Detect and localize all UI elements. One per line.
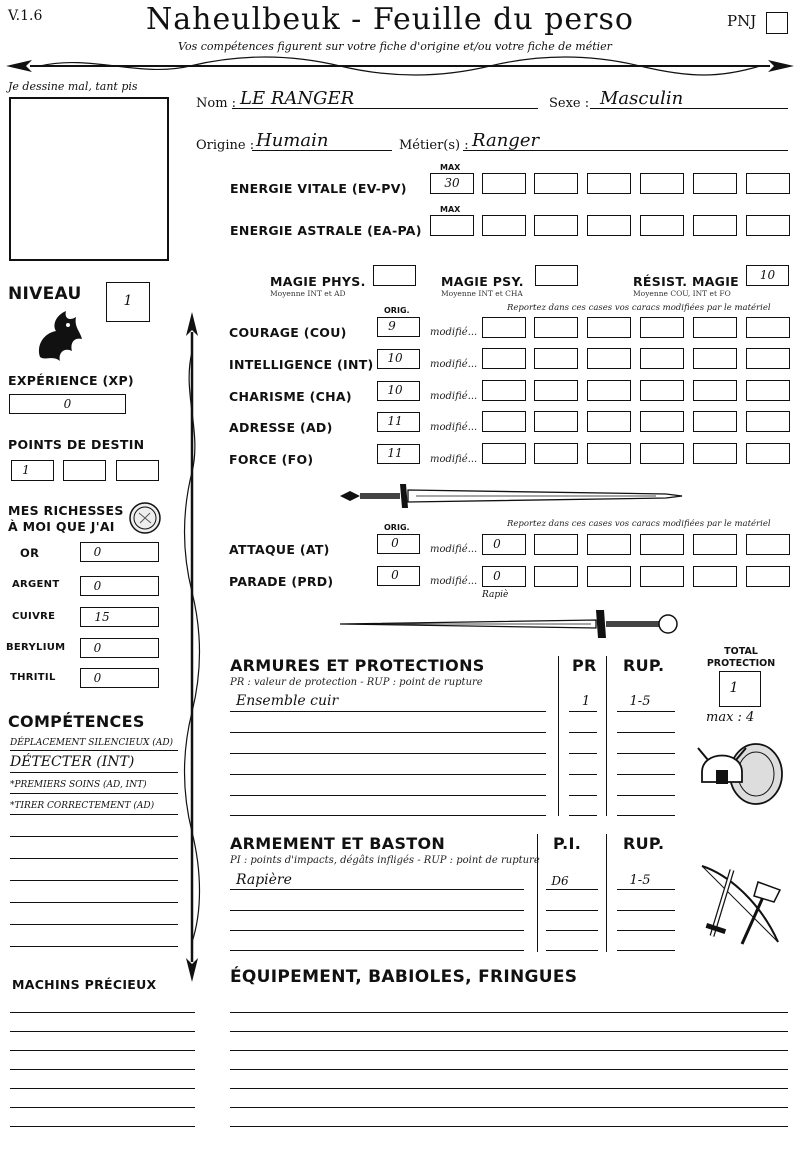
niveau-label: NIVEAU [8, 284, 82, 304]
stat-fo-mod-box[interactable] [746, 443, 790, 464]
resist-magie-label: RÉSIST. MAGIE [633, 274, 740, 289]
metier-label: Métier(s) : [399, 138, 469, 153]
stat-cou-mod-box[interactable] [587, 317, 631, 338]
stat-cou-mod-box[interactable] [640, 317, 684, 338]
argent-value: 0 [93, 579, 102, 593]
berylium-value: 0 [93, 641, 102, 655]
stat-cha-label: CHARISME (CHA) [229, 389, 352, 404]
parade-label: PARADE (PRD) [229, 574, 334, 589]
arme-row-name: Rapière [236, 872, 292, 888]
stat-ad-mod-box[interactable] [482, 411, 526, 432]
attaque-modified: modifié... [430, 544, 478, 555]
ea-box[interactable] [482, 215, 526, 236]
crossed-weapons-icon [692, 856, 788, 952]
stat-fo-mod-box[interactable] [534, 443, 578, 464]
machins-line[interactable] [10, 1088, 195, 1089]
arme-row-pi: D6 [551, 874, 569, 888]
armement-title: ARMEMENT ET BASTON [230, 834, 446, 853]
arme-line[interactable] [617, 950, 675, 951]
stat-int-mod-box[interactable] [482, 348, 526, 369]
armure-line[interactable] [617, 795, 675, 796]
stat-fo-label: FORCE (FO) [229, 452, 314, 467]
magie-phys-note: Moyenne INT et AD [270, 289, 346, 298]
machins-line[interactable] [10, 1126, 195, 1127]
magie-phys-label: MAGIE PHYS. [270, 274, 366, 289]
arme-line[interactable] [230, 930, 524, 931]
competence-line[interactable] [10, 880, 178, 881]
destin-value: 1 [22, 463, 30, 477]
armure-row-rup: 1-5 [629, 694, 651, 709]
sword-divider-icon [336, 606, 682, 642]
attaque-mod-box[interactable] [693, 534, 737, 555]
arme-line[interactable] [230, 950, 524, 951]
stat-fo-value: 11 [387, 446, 403, 460]
sheet-title: Naheulbeuk - Feuille du perso [146, 2, 634, 37]
argent-label: ARGENT [12, 579, 60, 590]
arme-line[interactable] [546, 930, 598, 931]
sheet-subtitle: Vos compétences figurent sur votre fiche d'origine et/ou votre fiche de métier [178, 40, 612, 53]
competence-item: *PREMIERS SOINS (AD, INT) [10, 780, 147, 790]
stat-int-mod-box[interactable] [587, 348, 631, 369]
total-protection-max: max : 4 [706, 710, 755, 725]
coin-icon [128, 501, 162, 535]
arme-line[interactable] [617, 930, 675, 931]
machins-line[interactable] [10, 1031, 195, 1032]
armure-line[interactable] [230, 711, 546, 712]
arme-line[interactable] [617, 910, 675, 911]
or-label: OR [20, 546, 40, 560]
stat-int-mod-box[interactable] [693, 348, 737, 369]
magie-psy-box[interactable] [535, 265, 578, 286]
thritil-label: THRITIL [10, 672, 56, 683]
richesses-label-line2: À MOI QUE J'AI [8, 519, 115, 534]
attaque-label: ATTAQUE (AT) [229, 542, 330, 557]
pnj-checkbox[interactable] [766, 12, 788, 34]
stats-orig-label: ORIG. [384, 306, 410, 315]
armure-line[interactable] [230, 732, 546, 733]
ev-box[interactable] [746, 173, 790, 194]
stat-ad-value: 11 [387, 414, 403, 428]
stat-fo-mod-box[interactable] [693, 443, 737, 464]
stat-fo-mod-box[interactable] [640, 443, 684, 464]
combat-orig-label: ORIG. [384, 523, 410, 532]
armure-line[interactable] [569, 732, 597, 733]
machins-line[interactable] [10, 1107, 195, 1108]
ev-box[interactable] [587, 173, 631, 194]
armures-subtitle: PR : valeur de protection - RUP : point de rupture [230, 677, 483, 688]
origine-value: Humain [256, 130, 329, 151]
machins-title: MACHINS PRÉCIEUX [12, 977, 157, 992]
armure-line[interactable] [617, 732, 675, 733]
stat-cou-mod-box[interactable] [534, 317, 578, 338]
stat-ad-mod-box[interactable] [534, 411, 578, 432]
stat-int-mod-box[interactable] [746, 348, 790, 369]
stat-int-modified: modifié... [430, 359, 478, 370]
competence-line[interactable] [10, 924, 178, 925]
ev-box[interactable] [693, 173, 737, 194]
armure-row-pr: 1 [581, 694, 591, 709]
ea-max-label: MAX [440, 205, 461, 214]
stat-fo-mod-box[interactable] [587, 443, 631, 464]
stat-ad-label: ADRESSE (AD) [229, 420, 333, 435]
stat-ad-mod-box[interactable] [640, 411, 684, 432]
destin-label: POINTS DE DESTIN [8, 437, 145, 452]
stat-cha-mod-box[interactable] [587, 380, 631, 401]
niveau-value: 1 [123, 293, 133, 309]
resist-magie-value: 10 [759, 268, 776, 282]
header-spear-ornament [0, 52, 800, 78]
ev-box[interactable] [534, 173, 578, 194]
stat-cha-mod-box[interactable] [746, 380, 790, 401]
armures-pr-header: PR [572, 656, 597, 675]
armement-pi-header: P.I. [553, 834, 582, 853]
armure-line[interactable] [569, 774, 597, 775]
stat-cou-modified: modifié... [430, 327, 478, 338]
ev-box[interactable] [640, 173, 684, 194]
stat-cou-value: 9 [388, 319, 396, 333]
helmet-shield-icon [694, 726, 786, 810]
stat-int-value: 10 [387, 351, 403, 365]
version-label: V.1.6 [8, 8, 43, 24]
cuivre-value: 15 [94, 610, 110, 624]
magie-psy-label: MAGIE PSY. [441, 274, 524, 289]
ev-max-value: 30 [444, 176, 460, 190]
stat-ad-modified: modifié... [430, 422, 478, 433]
armures-col-divider [606, 656, 607, 816]
destin-box[interactable] [116, 460, 159, 481]
equipement-line[interactable] [230, 1012, 788, 1013]
equipement-line[interactable] [230, 1031, 788, 1032]
arme-line[interactable] [546, 950, 598, 951]
armement-subtitle: PI : points d'impacts, dégâts infligés - RUP : point de rupture [230, 855, 540, 866]
competence-line[interactable] [10, 750, 178, 751]
equipement-line[interactable] [230, 1088, 788, 1089]
competence-line[interactable] [10, 946, 178, 947]
attaque-value: 0 [391, 536, 399, 550]
origine-label: Origine : [196, 138, 255, 153]
resist-magie-note: Moyenne COU, INT et FO [633, 289, 731, 298]
armure-row-name: Ensemble cuir [236, 693, 339, 709]
stat-cou-mod-box[interactable] [693, 317, 737, 338]
total-protection-label: PROTECTION [706, 658, 776, 669]
machins-line[interactable] [10, 1012, 195, 1013]
richesses-label-line1: MES RICHESSES [8, 503, 124, 518]
total-protection-value: 1 [729, 680, 739, 696]
stat-cha-modified: modifié... [430, 391, 478, 402]
nom-label: Nom : [196, 96, 237, 111]
ea-label: ENERGIE ASTRALE (EA-PA) [230, 223, 422, 238]
parade-mod-box[interactable] [587, 566, 631, 587]
arme-line[interactable] [230, 910, 524, 911]
equipement-title: ÉQUIPEMENT, BABIOLES, FRINGUES [230, 967, 578, 987]
machins-line[interactable] [10, 1069, 195, 1070]
magie-phys-box[interactable] [373, 265, 416, 286]
stat-cou-label: COURAGE (COU) [229, 325, 347, 340]
parade-mod-box[interactable] [746, 566, 790, 587]
armement-col-divider [537, 834, 538, 952]
competence-item: DÉPLACEMENT SILENCIEUX (AD) [10, 738, 174, 748]
machins-line[interactable] [10, 1050, 195, 1051]
arme-line[interactable] [230, 889, 524, 890]
armure-line[interactable] [569, 711, 597, 712]
pnj-label: PNJ [727, 12, 757, 30]
metier-value: Ranger [472, 130, 540, 151]
armure-line[interactable] [617, 711, 675, 712]
destin-box[interactable] [63, 460, 106, 481]
competence-line[interactable] [10, 858, 178, 859]
stat-fo-modified: modifié... [430, 454, 478, 465]
stat-cou-mod-box[interactable] [746, 317, 790, 338]
attaque-mod-box[interactable] [534, 534, 578, 555]
stat-fo-mod-box[interactable] [482, 443, 526, 464]
experience-label: EXPÉRIENCE (XP) [8, 373, 134, 388]
competence-line[interactable] [10, 836, 178, 837]
attaque-mod-box[interactable] [746, 534, 790, 555]
sexe-value: Masculin [600, 88, 684, 109]
thritil-value: 0 [93, 671, 102, 685]
stat-cha-mod-box[interactable] [482, 380, 526, 401]
ev-box[interactable] [482, 173, 526, 194]
portrait-frame[interactable] [9, 97, 169, 261]
vertical-spear-ornament [180, 312, 204, 982]
stat-cha-value: 10 [387, 383, 403, 397]
ea-box[interactable] [587, 215, 631, 236]
ea-max-box[interactable] [430, 215, 474, 236]
equipement-line[interactable] [230, 1069, 788, 1070]
parade-note: Rapiè [482, 590, 509, 600]
arme-row-rup: 1-5 [629, 873, 651, 888]
combat-note: Reportez dans ces cases vos caracs modifiées par le matériel [507, 519, 771, 529]
arme-line[interactable] [546, 910, 598, 911]
parade-mod-box[interactable] [534, 566, 578, 587]
arme-line[interactable] [617, 889, 675, 890]
stat-cou-mod-box[interactable] [482, 317, 526, 338]
competence-line[interactable] [10, 772, 178, 773]
ea-box[interactable] [534, 215, 578, 236]
parade-modified: modifié... [430, 576, 478, 587]
ev-max-label: MAX [440, 163, 461, 172]
armure-line[interactable] [569, 795, 597, 796]
attaque-mod-value: 0 [493, 537, 501, 551]
cuivre-label: CUIVRE [12, 611, 56, 622]
stat-ad-mod-box[interactable] [746, 411, 790, 432]
armure-line[interactable] [230, 774, 546, 775]
armure-line[interactable] [230, 753, 546, 754]
parade-mod-box[interactable] [693, 566, 737, 587]
armures-rup-header: RUP. [623, 656, 665, 675]
competence-line[interactable] [10, 902, 178, 903]
equipement-line[interactable] [230, 1126, 788, 1127]
armure-line[interactable] [617, 774, 675, 775]
stat-int-mod-box[interactable] [640, 348, 684, 369]
competence-line[interactable] [10, 793, 178, 794]
stats-note: Reportez dans ces cases vos caracs modifiées par le matériel [507, 303, 771, 313]
sword-divider-icon [336, 478, 686, 514]
parade-value: 0 [391, 568, 399, 582]
armure-line[interactable] [230, 795, 546, 796]
ea-box[interactable] [693, 215, 737, 236]
competence-item: DÉTECTER (INT) [10, 754, 135, 770]
arme-line[interactable] [546, 889, 598, 890]
berylium-label: BERYLIUM [6, 642, 66, 653]
ev-label: ENERGIE VITALE (EV-PV) [230, 181, 407, 196]
or-value: 0 [93, 545, 102, 559]
stat-int-mod-box[interactable] [534, 348, 578, 369]
dragon-icon [30, 305, 86, 363]
equipement-line[interactable] [230, 1050, 788, 1051]
armure-line[interactable] [230, 815, 546, 816]
parade-mod-box[interactable] [640, 566, 684, 587]
equipement-line[interactable] [230, 1107, 788, 1108]
competence-item: *TIRER CORRECTEMENT (AD) [10, 801, 155, 811]
stat-cha-mod-box[interactable] [640, 380, 684, 401]
experience-value: 0 [63, 397, 72, 411]
armement-col-divider [606, 834, 607, 952]
armement-rup-header: RUP. [623, 834, 665, 853]
armure-line[interactable] [569, 753, 597, 754]
stat-cha-mod-box[interactable] [534, 380, 578, 401]
stat-ad-mod-box[interactable] [693, 411, 737, 432]
ea-box[interactable] [746, 215, 790, 236]
stat-int-label: INTELLIGENCE (INT) [229, 357, 374, 372]
armures-col-divider [558, 656, 559, 816]
armure-line[interactable] [569, 815, 597, 816]
attaque-mod-box[interactable] [587, 534, 631, 555]
armure-line[interactable] [617, 815, 675, 816]
armure-line[interactable] [617, 753, 675, 754]
sexe-label: Sexe : [549, 96, 590, 111]
stat-cha-mod-box[interactable] [693, 380, 737, 401]
total-protection-label: TOTAL [724, 646, 758, 657]
competence-line[interactable] [10, 814, 178, 815]
attaque-mod-box[interactable] [640, 534, 684, 555]
competences-title: COMPÉTENCES [8, 712, 145, 731]
nom-value: LE RANGER [240, 88, 355, 109]
parade-mod-value: 0 [493, 569, 501, 583]
armures-title: ARMURES ET PROTECTIONS [230, 656, 485, 675]
stat-ad-mod-box[interactable] [587, 411, 631, 432]
magie-psy-note: Moyenne INT et CHA [441, 289, 523, 298]
ea-box[interactable] [640, 215, 684, 236]
portrait-caption: Je dessine mal, tant pis [8, 80, 138, 93]
